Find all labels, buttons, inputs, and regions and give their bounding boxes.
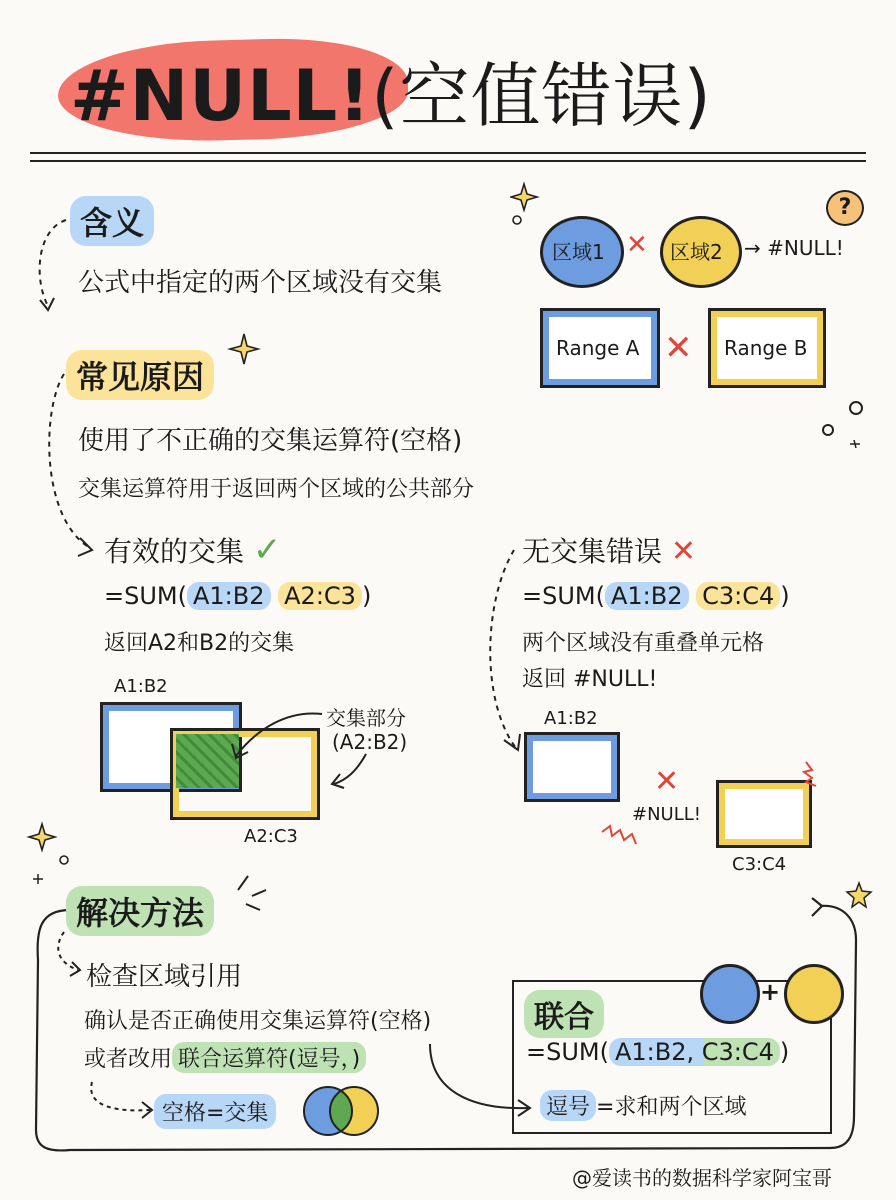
callout-line1: 交集部分 bbox=[326, 706, 406, 730]
valid-arg2: A2:C3 bbox=[278, 582, 362, 610]
check-icon: ✓ bbox=[252, 530, 282, 570]
invalid-error-label: #NULL! bbox=[632, 804, 701, 825]
cross-icon-large: ✕ bbox=[664, 328, 693, 368]
invalid-box2-label: C3:C4 bbox=[732, 854, 787, 875]
union-circle-blue bbox=[700, 964, 760, 1024]
invalid-formula-suffix: ) bbox=[780, 582, 790, 610]
null-result: → #NULL! bbox=[744, 236, 844, 260]
union-formula-prefix: =SUM( bbox=[526, 1038, 609, 1066]
cross-icon: ✕ bbox=[670, 534, 697, 569]
union-formula-args: A1:B2, C3:C4 bbox=[609, 1038, 780, 1066]
page-title bbox=[70, 40, 712, 141]
causes-line1: 使用了不正确的交集运算符(空格) bbox=[78, 426, 463, 456]
comma-tag: 逗号 bbox=[540, 1090, 596, 1121]
valid-formula-suffix: ) bbox=[361, 582, 372, 610]
sparkle-icon bbox=[222, 326, 272, 376]
valid-arg1: A1:B2 bbox=[187, 582, 271, 610]
union-label: 联合 bbox=[524, 990, 604, 1038]
space-tag bbox=[154, 1094, 276, 1129]
valid-formula-prefix: =SUM( bbox=[104, 582, 187, 610]
causes-label: 常见原因 bbox=[66, 350, 214, 400]
region2-label: 区域2 bbox=[670, 240, 723, 264]
invalid-heading bbox=[522, 530, 696, 570]
solution-label: 解决方法 bbox=[66, 886, 214, 936]
valid-heading-label: 有效的交集 bbox=[104, 535, 245, 568]
divider-bottom bbox=[30, 160, 866, 162]
valid-box2-label: A2:C3 bbox=[244, 826, 298, 847]
star-icon bbox=[844, 880, 874, 910]
meaning-text: 公式中指定的两个区域没有交集 bbox=[78, 268, 443, 298]
invalid-heading-label: 无交集错误 bbox=[522, 535, 663, 568]
sparkle-lines-icon bbox=[232, 870, 272, 920]
invalid-box1-label: A1:B2 bbox=[544, 708, 598, 729]
union-label-wrap bbox=[524, 990, 604, 1038]
dashed-arrow-icon bbox=[26, 210, 76, 320]
union-formula bbox=[526, 1038, 789, 1066]
dashed-arrow-icon bbox=[84, 1076, 164, 1126]
circle-dots-icon bbox=[820, 396, 870, 456]
solution-check: 检查区域引用 bbox=[86, 962, 243, 992]
union-comma bbox=[540, 1090, 746, 1121]
range-b-label: Range B bbox=[724, 336, 808, 360]
valid-formula bbox=[104, 582, 371, 610]
question-bubble-icon bbox=[826, 190, 864, 226]
union-formula-suffix: ) bbox=[779, 1038, 790, 1066]
comma-desc: =求和两个区域 bbox=[596, 1095, 747, 1120]
cross-icon: ✕ bbox=[654, 764, 680, 799]
invalid-formula bbox=[522, 582, 790, 610]
space-tag-label: 空格=交集 bbox=[154, 1094, 276, 1129]
solution-line1: 确认是否正确使用交集运算符(空格) bbox=[84, 1009, 432, 1034]
solution-line2-highlight: 联合运算符(逗号，) bbox=[172, 1042, 366, 1073]
union-circle-yellow bbox=[784, 964, 844, 1024]
footer-credit: @爱读书的数据科学家阿宝哥 bbox=[572, 1166, 832, 1190]
dashed-arrow-icon bbox=[36, 368, 106, 568]
title-code: #NULL! bbox=[70, 55, 372, 137]
invalid-arg2: C3:C4 bbox=[696, 582, 780, 610]
plus-sign: + bbox=[760, 978, 781, 1006]
question-mark: ? bbox=[838, 195, 852, 220]
valid-heading bbox=[104, 530, 281, 570]
invalid-formula-prefix: =SUM( bbox=[522, 582, 605, 610]
region1-label: 区域1 bbox=[552, 240, 605, 264]
solution-line2 bbox=[84, 1042, 366, 1073]
dashed-arrow-icon bbox=[50, 926, 90, 986]
meaning-section bbox=[70, 196, 154, 246]
divider-top bbox=[30, 152, 866, 154]
sparkle-icon bbox=[510, 180, 550, 230]
cross-icon: ✕ bbox=[626, 230, 648, 260]
title-paren: (空值错误) bbox=[371, 55, 712, 137]
callout-arrows-icon bbox=[206, 690, 376, 800]
causes-line2: 交集运算符用于返回两个区域的公共部分 bbox=[78, 477, 475, 502]
invalid-arg1: A1:B2 bbox=[605, 582, 689, 610]
meaning-label: 含义 bbox=[70, 196, 154, 246]
valid-desc: 返回A2和B2的交集 bbox=[104, 631, 295, 656]
callout-line2: (A2:B2) bbox=[332, 730, 408, 754]
invalid-desc1: 两个区域没有重叠单元格 bbox=[522, 631, 765, 656]
solution-line2-prefix: 或者改用 bbox=[84, 1047, 173, 1072]
range-a-label: Range A bbox=[556, 336, 640, 360]
dashed-arrow-icon bbox=[480, 540, 540, 760]
squiggle-icon bbox=[596, 756, 836, 856]
invalid-desc2: 返回 #NULL! bbox=[522, 667, 658, 692]
venn-intersection-icon bbox=[300, 1082, 384, 1140]
valid-box1-label: A1:B2 bbox=[114, 676, 168, 697]
